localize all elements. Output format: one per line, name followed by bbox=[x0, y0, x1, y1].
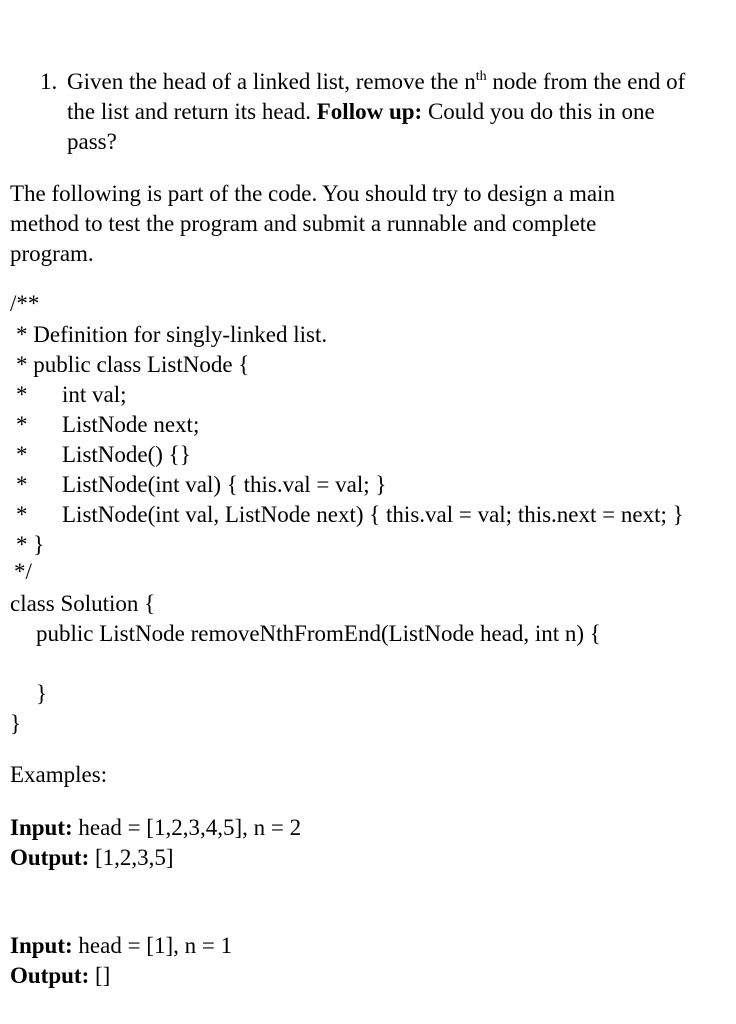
input-label: Input: bbox=[10, 815, 73, 840]
code-star: * bbox=[16, 382, 28, 407]
follow-up-label: Follow up: bbox=[316, 99, 423, 124]
example-output-line bbox=[10, 964, 110, 987]
example-input-line bbox=[10, 816, 301, 839]
input-value: head = [1,2,3,4,5], n = 2 bbox=[72, 815, 302, 840]
question-line-1 bbox=[67, 70, 685, 93]
output-label: Output: bbox=[10, 963, 90, 988]
code-member-line: ListNode(int val) { this.val = val; } bbox=[62, 472, 387, 497]
examples-heading: Examples: bbox=[10, 762, 108, 787]
code-class-decl-line: * public class ListNode { bbox=[16, 352, 250, 377]
input-value: head = [1], n = 1 bbox=[72, 933, 233, 958]
code-member-line: int val; bbox=[62, 382, 127, 407]
output-value: [1,2,3,5] bbox=[89, 845, 174, 870]
code-star: * bbox=[16, 442, 28, 467]
code-method-close: } bbox=[36, 681, 48, 706]
output-label: Output: bbox=[10, 845, 90, 870]
instructions-line-2: method to test the program and submit a runnable and complete bbox=[10, 211, 597, 236]
instructions-line-1: The following is part of the code. You should try to design a main bbox=[10, 181, 615, 206]
code-member-line: ListNode(int val, ListNode next) { this.val = val; this.next = next; } bbox=[62, 502, 684, 527]
question-line-3: pass? bbox=[67, 129, 117, 154]
question-line-1-start: Given the head of a linked list, remove the n bbox=[67, 69, 476, 94]
code-star: * bbox=[16, 472, 28, 497]
question-line-2-start: the list and return its head. bbox=[67, 99, 317, 124]
example-input-line bbox=[10, 934, 232, 957]
example-output-line bbox=[10, 846, 174, 869]
code-method-decl: public ListNode removeNthFromEnd(ListNode head, int n) { bbox=[36, 621, 601, 646]
code-definition-line: * Definition for singly-linked list. bbox=[16, 322, 328, 347]
code-star: * bbox=[16, 502, 28, 527]
code-star: * bbox=[16, 412, 28, 437]
instructions-line-3: program. bbox=[10, 241, 94, 266]
output-value: [] bbox=[89, 963, 111, 988]
code-member-line: ListNode() {} bbox=[62, 442, 191, 467]
question-line-2 bbox=[67, 100, 655, 123]
code-member-line: ListNode next; bbox=[62, 412, 200, 437]
code-comment-open: /** bbox=[10, 291, 40, 316]
input-label: Input: bbox=[10, 933, 73, 958]
code-class-close: } bbox=[10, 711, 22, 736]
code-class-close-line: * } bbox=[16, 532, 45, 557]
question-line-1-end: node from the end of bbox=[486, 69, 686, 94]
question-number: 1. bbox=[40, 69, 58, 94]
question-line-2-end: Could you do this in one bbox=[422, 99, 655, 124]
code-comment-close: */ bbox=[14, 559, 32, 584]
superscript-th: th bbox=[475, 69, 487, 84]
code-solution-decl: class Solution { bbox=[10, 591, 156, 616]
